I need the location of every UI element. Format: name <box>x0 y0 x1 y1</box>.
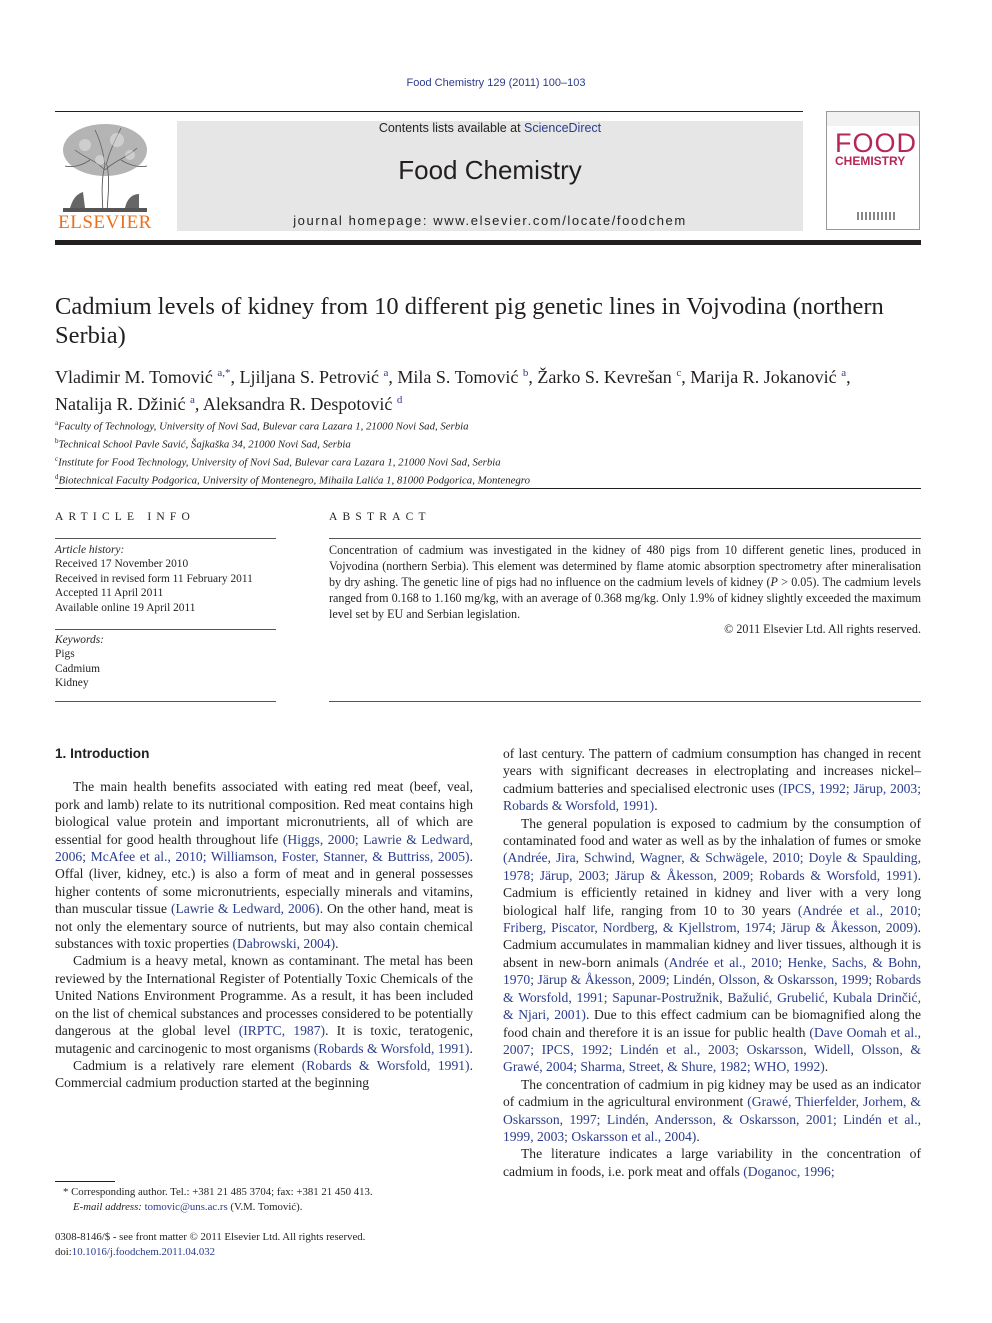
footnote-rule <box>55 1181 115 1182</box>
body-column-left <box>55 745 473 1092</box>
author: Marija R. Jokanović $^a$, <box>690 367 851 387</box>
keyword: Cadmium <box>55 662 100 675</box>
journal-cover-thumbnail <box>826 111 920 230</box>
section-rule <box>55 488 921 489</box>
affiliation: $^d$Biotechnical Faculty Podgorica, University of Montenegro, Mihaila Lalića 1, 81000 Podgorica, Montenegro <box>55 473 530 487</box>
paragraph: Cadmium is a heavy metal, known as contaminant. The metal has been reviewed by the International Register of Potentially Toxic Chemicals of the United Nations Environment Programme. As a result, it has been included on the list of chemical substances and processes considered to be potentially dangerous at the global level (IRPTC, 1987). It is toxic, teratogenic, mutagenic and carcinogenic to most organisms (Robards & Worsfold, 1991). <box>55 953 473 1056</box>
paragraph: Cadmium is a relatively rare element (Robards & Worsfold, 1991). Commercial cadmium production started at the beginning <box>55 1057 473 1091</box>
paragraph: The general population is exposed to cadmium by the consumption of contaminated food and water as well as by the inhalation of fumes or smoke (Andrée, Jira, Schwind, Wagner, & Schwägele, 2010; Doyle & Spaulding, 1978; Järup, 2003; Järup & Åkesson, 2009; Robards & Worsfold, 1991). Cadmium is efficiently retained in kidney and liver with a very long biological half life, ranging from 10 to 30 years (Andrée et al., 2010; Friberg, Piscator, Nordberg, & Kjellstrom, 1974; Järup & Åkesson, 2009). Cadmium accumulates in mammalian kidney and liver tissues, although it is absent in new-born animals (Andrée et al., 2010; Henke, Sachs, & Bohn, 1970; Järup & Åkesson, 2009; Lindén, Olsson, & Oskarsson, 1999; Robards & Worsfold, 1991; Sapunar-Postružnik, Bažulić, Grubelić, Kubala Drinčić, & Njari, 2001). Due to this effect cadmium can be biomagnified along the food chain and therefore it is an issue for public health (Dave Oomah et al., 2007; IPCS, 1992; Lindén et al., 2003; Oskarsson, Widell, Olsson, & Grawé, 2004; Sharma, Street, & Shure, 1982; WHO, 1992). <box>503 815 922 1075</box>
contents-line: Contents lists available at ScienceDirect <box>378 121 602 135</box>
homepage-link[interactable]: www.elsevier.com/locate/foodchem <box>433 213 687 228</box>
header-rule <box>55 111 803 112</box>
abstract-copyright: © 2011 Elsevier Ltd. All rights reserved. <box>724 622 921 636</box>
header-thick-rule <box>55 240 921 245</box>
journal-reference[interactable]: Food Chemistry 129 (2011) 100–103 <box>406 77 586 89</box>
abstract-text: Concentration of cadmium was investigated in the kidney of 480 pigs from 10 different genetic lines, produced in Vojvodina (northern Serbia). This element was determined by flame atomic absorption spectrometry after mineralisation by dry ashing. The genetic line of pigs had no influence on the cadmium levels of kidney (P > 0.05). The cadmium levels ranged from 0.168 to 1.160 mg/kg, with an average of 0.368 mg/kg. Only 1.9% of kidney slightly exceeded the maximum level set by EU and Serbian legislation. <box>329 543 921 621</box>
article-title: Cadmium levels of kidney from 10 different pig genetic lines in Vojvodina (northern Serbia) <box>55 293 884 349</box>
cover-top-strip <box>827 112 919 126</box>
elsevier-wordmark: ELSEVIER <box>58 212 152 233</box>
corresponding-line: * Corresponding author. Tel.: +381 21 485 3704; fax: +381 21 450 413. <box>63 1186 373 1198</box>
article-info-rule <box>55 538 276 539</box>
elsevier-logo <box>55 120 155 235</box>
citation-link[interactable]: (Robards & Worsfold, 1991) <box>313 1040 470 1056</box>
citation-link[interactable]: (Dave Oomah et al., 2007; IPCS, 1992; Lindén et al., 2003; Oskarsson, Widell, Olsson, & Grawé, 2004; Sharma, Street, & Shure, 1982; WHO, 1992) <box>503 1024 921 1075</box>
affiliation: $^c$Institute for Food Technology, University of Novi Sad, Bulevar cara Lazara 1, 21000 Novi Sad, Serbia <box>55 455 501 469</box>
keywords <box>55 633 276 691</box>
citation-link[interactable]: (Dabrowski, 2004) <box>232 936 336 952</box>
paragraph: The literature indicates a large variability in the concentration of cadmium in foods, i.e. pork meat and offals (Doganoc, 1996; <box>503 1146 921 1179</box>
doi-line: doi:10.1016/j.foodchem.2011.04.032 <box>55 1245 216 1258</box>
history-entry: Available online 19 April 2011 <box>55 601 196 614</box>
author: Ljiljana S. Petrović $^a$, <box>239 367 398 387</box>
citation-link[interactable]: (Andrée et al., 2010; Friberg, Piscator, Nordberg, & Kjellstrom, 1974; Järup & Åkesson, 2009) <box>503 902 921 936</box>
author: Natalija R. Džinić $^a$, <box>55 394 203 414</box>
cover-publisher-mark <box>857 212 897 220</box>
citation-link[interactable]: (Grawé, Thierfelder, Jorhem, & Oskarsson, 1997; Lindén, Andersson, & Oskarsson, 2001; Lindén et al., 1999, 2003; Oskarsson et al., 2004) <box>503 1094 921 1144</box>
citation-link[interactable]: (Higgs, 2000; Lawrie & Ledward, 2006; McAfee et al., 2010; Williamson, Foster, Stanner, & Buttriss, 2005) <box>55 831 473 865</box>
keyword: Kidney <box>55 677 89 690</box>
author: Aleksandra R. Despotović $^d$ <box>202 394 403 414</box>
abstract-rule <box>329 701 921 702</box>
paragraph: of last century. The pattern of cadmium consumption has changed in recent years with significant decreases in electroplating and increases nickel–cadmium batteries and specialised electronic uses (IPCS, 1992; Järup, 2003; Robards & Worsfold, 1991). <box>503 746 921 814</box>
corresponding-author-footnote <box>55 1185 473 1214</box>
abstract-heading: ABSTRACT <box>329 511 431 523</box>
author: Vladimir M. Tomović $^{a,*}$, <box>55 367 240 387</box>
keyword: Pigs <box>55 648 75 661</box>
abstract-rule <box>329 538 921 539</box>
sciencedirect-link[interactable]: ScienceDirect <box>524 121 602 135</box>
cover-title-chemistry: CHEMISTRY <box>835 154 906 168</box>
cover-title-food: FOOD <box>835 128 917 158</box>
keywords-label: Keywords: <box>55 634 104 646</box>
article-info-rule <box>55 629 276 630</box>
issn-line: 0308-8146/$ - see front matter © 2011 Elsevier Ltd. All rights reserved. <box>55 1231 366 1243</box>
email-link[interactable]: tomovic@uns.ac.rs <box>144 1200 228 1213</box>
history-entry: Accepted 11 April 2011 <box>55 587 164 600</box>
citation-link[interactable]: (Doganoc, 1996; <box>743 1163 835 1179</box>
history-label: Article history: <box>55 544 125 556</box>
citation-link[interactable]: (Andrée, Jira, Schwind, Wagner, & Schwägele, 2010; Doyle & Spaulding, 1978; Järup, 2003; Järup & Åkesson, 2009; Robards & Worsfold, 1991) <box>503 850 921 883</box>
affiliation: $^b$Technical School Pavle Savić, Šajkaška 34, 21000 Novi Sad, Serbia <box>55 437 351 451</box>
section-heading: 1. Introduction <box>55 746 150 761</box>
history-entry: Received in revised form 11 February 2011 <box>55 572 253 585</box>
doi-link[interactable]: 10.1016/j.foodchem.2011.04.032 <box>71 1245 216 1258</box>
citation-link[interactable]: (IRPTC, 1987) <box>238 1023 326 1039</box>
history-entry: Received 17 November 2010 <box>55 558 189 571</box>
affiliations <box>55 416 921 488</box>
front-matter-info <box>55 1230 473 1259</box>
article-history <box>55 543 276 615</box>
affiliation: $^a$Faculty of Technology, University of Novi Sad, Bulevar cara Lazara 1, 21000 Novi Sad, Serbia <box>55 419 469 433</box>
paragraph: The concentration of cadmium in pig kidney may be used as an indicator of cadmium in the agricultural environment (Grawé, Thierfelder, Jorhem, & Oskarsson, 1997; Lindén, Andersson, & Oskarsson, 2001; Lindén et al., 1999, 2003; Oskarsson et al., 2004). <box>503 1076 921 1144</box>
journal-homepage: journal homepage: www.elsevier.com/locate/foodchem <box>293 213 687 228</box>
author-list <box>55 362 921 416</box>
body-column-right <box>503 745 921 1180</box>
article-info-rule <box>55 701 276 702</box>
citation-link[interactable]: (IPCS, 1992; Järup, 2003; Robards & Worsfold, 1991) <box>503 780 921 814</box>
citation-link[interactable]: (Lawrie & Ledward, 2006) <box>170 901 320 917</box>
author: Žarko S. Kevrešan $^c$, <box>537 367 691 387</box>
author: Mila S. Tomović $^b$, <box>397 367 538 387</box>
article-info-heading: ARTICLE INFO <box>55 511 195 523</box>
citation-link[interactable]: (Andrée et al., 2010; Henke, Sachs, & Bohn, 1970; Järup & Åkesson, 2009; Lindén, Olsson, & Oskarsson, 1999; Robards & Worsfold, 1991; Sapunar-Postružnik, Bažulić, Grubelić, Kubala Drinčić, & Njari, 2001) <box>503 954 921 1023</box>
paragraph: The main health benefits associated with eating red meat (beef, veal, pork and lamb) relate to its nutritional composition. Red meat contains high biological value protein and important micronutrients, all of which are essential for good health throughout life (Higgs, 2000; Lawrie & Ledward, 2006; McAfee et al., 2010; Williamson, Foster, Stanner, & Buttriss, 2005). Offal (liver, kidney, etc.) is also a form of meat and in general possesses higher contents of some micronutrients, especially minerals and vitamins, than muscular tissue (Lawrie & Ledward, 2006). On the other hand, meat is not only the elementary source of nutrients, but may also contain chemical substances with toxic properties (Dabrowski, 2004). <box>55 779 473 952</box>
email-line: E-mail address: tomovic@uns.ac.rs (V.M. Tomović). <box>73 1200 303 1213</box>
citation-link[interactable]: (Robards & Worsfold, 1991) <box>301 1057 470 1073</box>
journal-name: Food Chemistry <box>398 155 582 185</box>
